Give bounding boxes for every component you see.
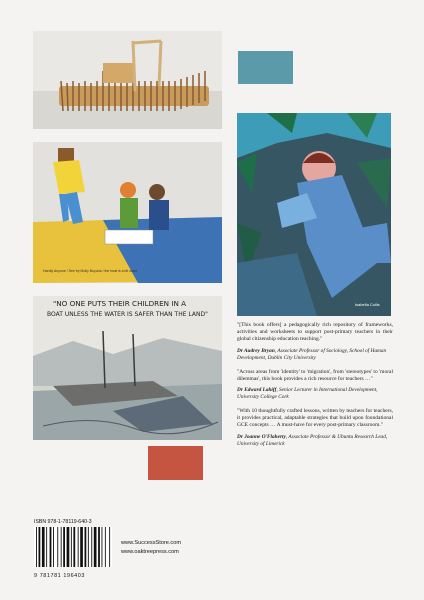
barcode-bar — [91, 527, 92, 567]
refugee-boat-drawing — [33, 296, 222, 440]
refugee-quote-line1: "NO ONE PUTS THEIR CHILDREN IN A — [53, 299, 187, 308]
quote-text: "[This book offers] a pedagogically rich repository of frameworks, activities and worksheets to support post-primary teachers in their global citizenship education teaching." — [237, 322, 393, 343]
publisher-urls — [121, 539, 181, 557]
barcode-bar — [94, 527, 97, 567]
url-link[interactable]: www.oaktreepress.com — [121, 549, 179, 555]
quote-item — [237, 369, 393, 401]
barcode-bar — [109, 527, 110, 567]
diver-painting — [237, 113, 391, 316]
endorsement-quotes — [237, 322, 393, 455]
matchstick-boat-photo — [33, 31, 222, 129]
barcode-bar — [53, 527, 54, 567]
figures-on-boat-photo — [33, 142, 222, 283]
isbn-label: ISBN 978-1-78119-640-3 — [34, 519, 92, 525]
barcode-bar — [39, 527, 41, 567]
quote-attribution — [237, 387, 393, 401]
refugee-quote-line2: BOAT UNLESS THE WATER IS SAFER THAN THE LAND" — [47, 311, 208, 318]
red-color-block — [148, 446, 203, 480]
barcode-bar — [102, 527, 103, 567]
quote-attribution — [237, 434, 393, 448]
barcode-bar — [46, 527, 47, 567]
quote-item — [237, 408, 393, 448]
barcode-bar — [57, 527, 58, 567]
barcode-bar — [42, 527, 45, 567]
quote-text: "With 10 thoughtfully crafted lessons, written by teachers for teachers, it provides practical, adaptable strategies that build upon foundational GCE concepts … A must-have for every post-primary classroom." — [237, 408, 393, 429]
url-link[interactable]: www.SuccessStore.com — [121, 540, 181, 546]
quote-affiliation: , Senior Lecturer in International Development, University College Cork — [237, 387, 378, 401]
isbn-barcode-block — [34, 519, 112, 579]
barcode-bar — [80, 527, 83, 567]
quote-item — [237, 322, 393, 362]
barcode-bar — [63, 527, 65, 567]
barcode-bar — [98, 527, 100, 567]
barcode-bar — [71, 527, 72, 567]
barcode-bar — [88, 527, 89, 567]
isbn-digits: 9 781781 196403 — [34, 573, 85, 579]
barcode-bar — [50, 527, 52, 567]
diver-signature: Isabella Collis — [355, 302, 380, 307]
quote-attribution — [237, 348, 393, 362]
quote-author: Dr Joanne O'Flaherty — [237, 433, 286, 440]
quote-text: "Across areas from 'identity' to 'migration', from 'stereotypes' to 'moral dilemmas', this book provides a rich resource for teachers …" — [237, 368, 393, 382]
quote-affiliation: , Associate Professor of Sociology, School of Human Development, Dublin City University — [237, 347, 387, 361]
barcode-bar — [73, 527, 75, 567]
figures-caption: Hardly Anyone / See by Molly Buyuna / the boat is a bit wave — [43, 269, 138, 273]
barcode-bar — [105, 527, 106, 567]
quote-author: Dr Edward Lahiff — [237, 387, 277, 394]
quote-affiliation: , Associate Professor & Ubuntu Research Lead, University of Limerick — [237, 433, 388, 447]
barcode-bar — [61, 527, 62, 567]
barcode-bar — [85, 527, 87, 567]
barcode-image — [34, 527, 112, 567]
blue-color-block — [238, 51, 293, 84]
barcode-bar — [67, 527, 70, 567]
barcode-bar — [78, 527, 79, 567]
barcode-bar — [36, 527, 37, 567]
quote-author: Dr Audrey Bryan — [237, 347, 275, 354]
